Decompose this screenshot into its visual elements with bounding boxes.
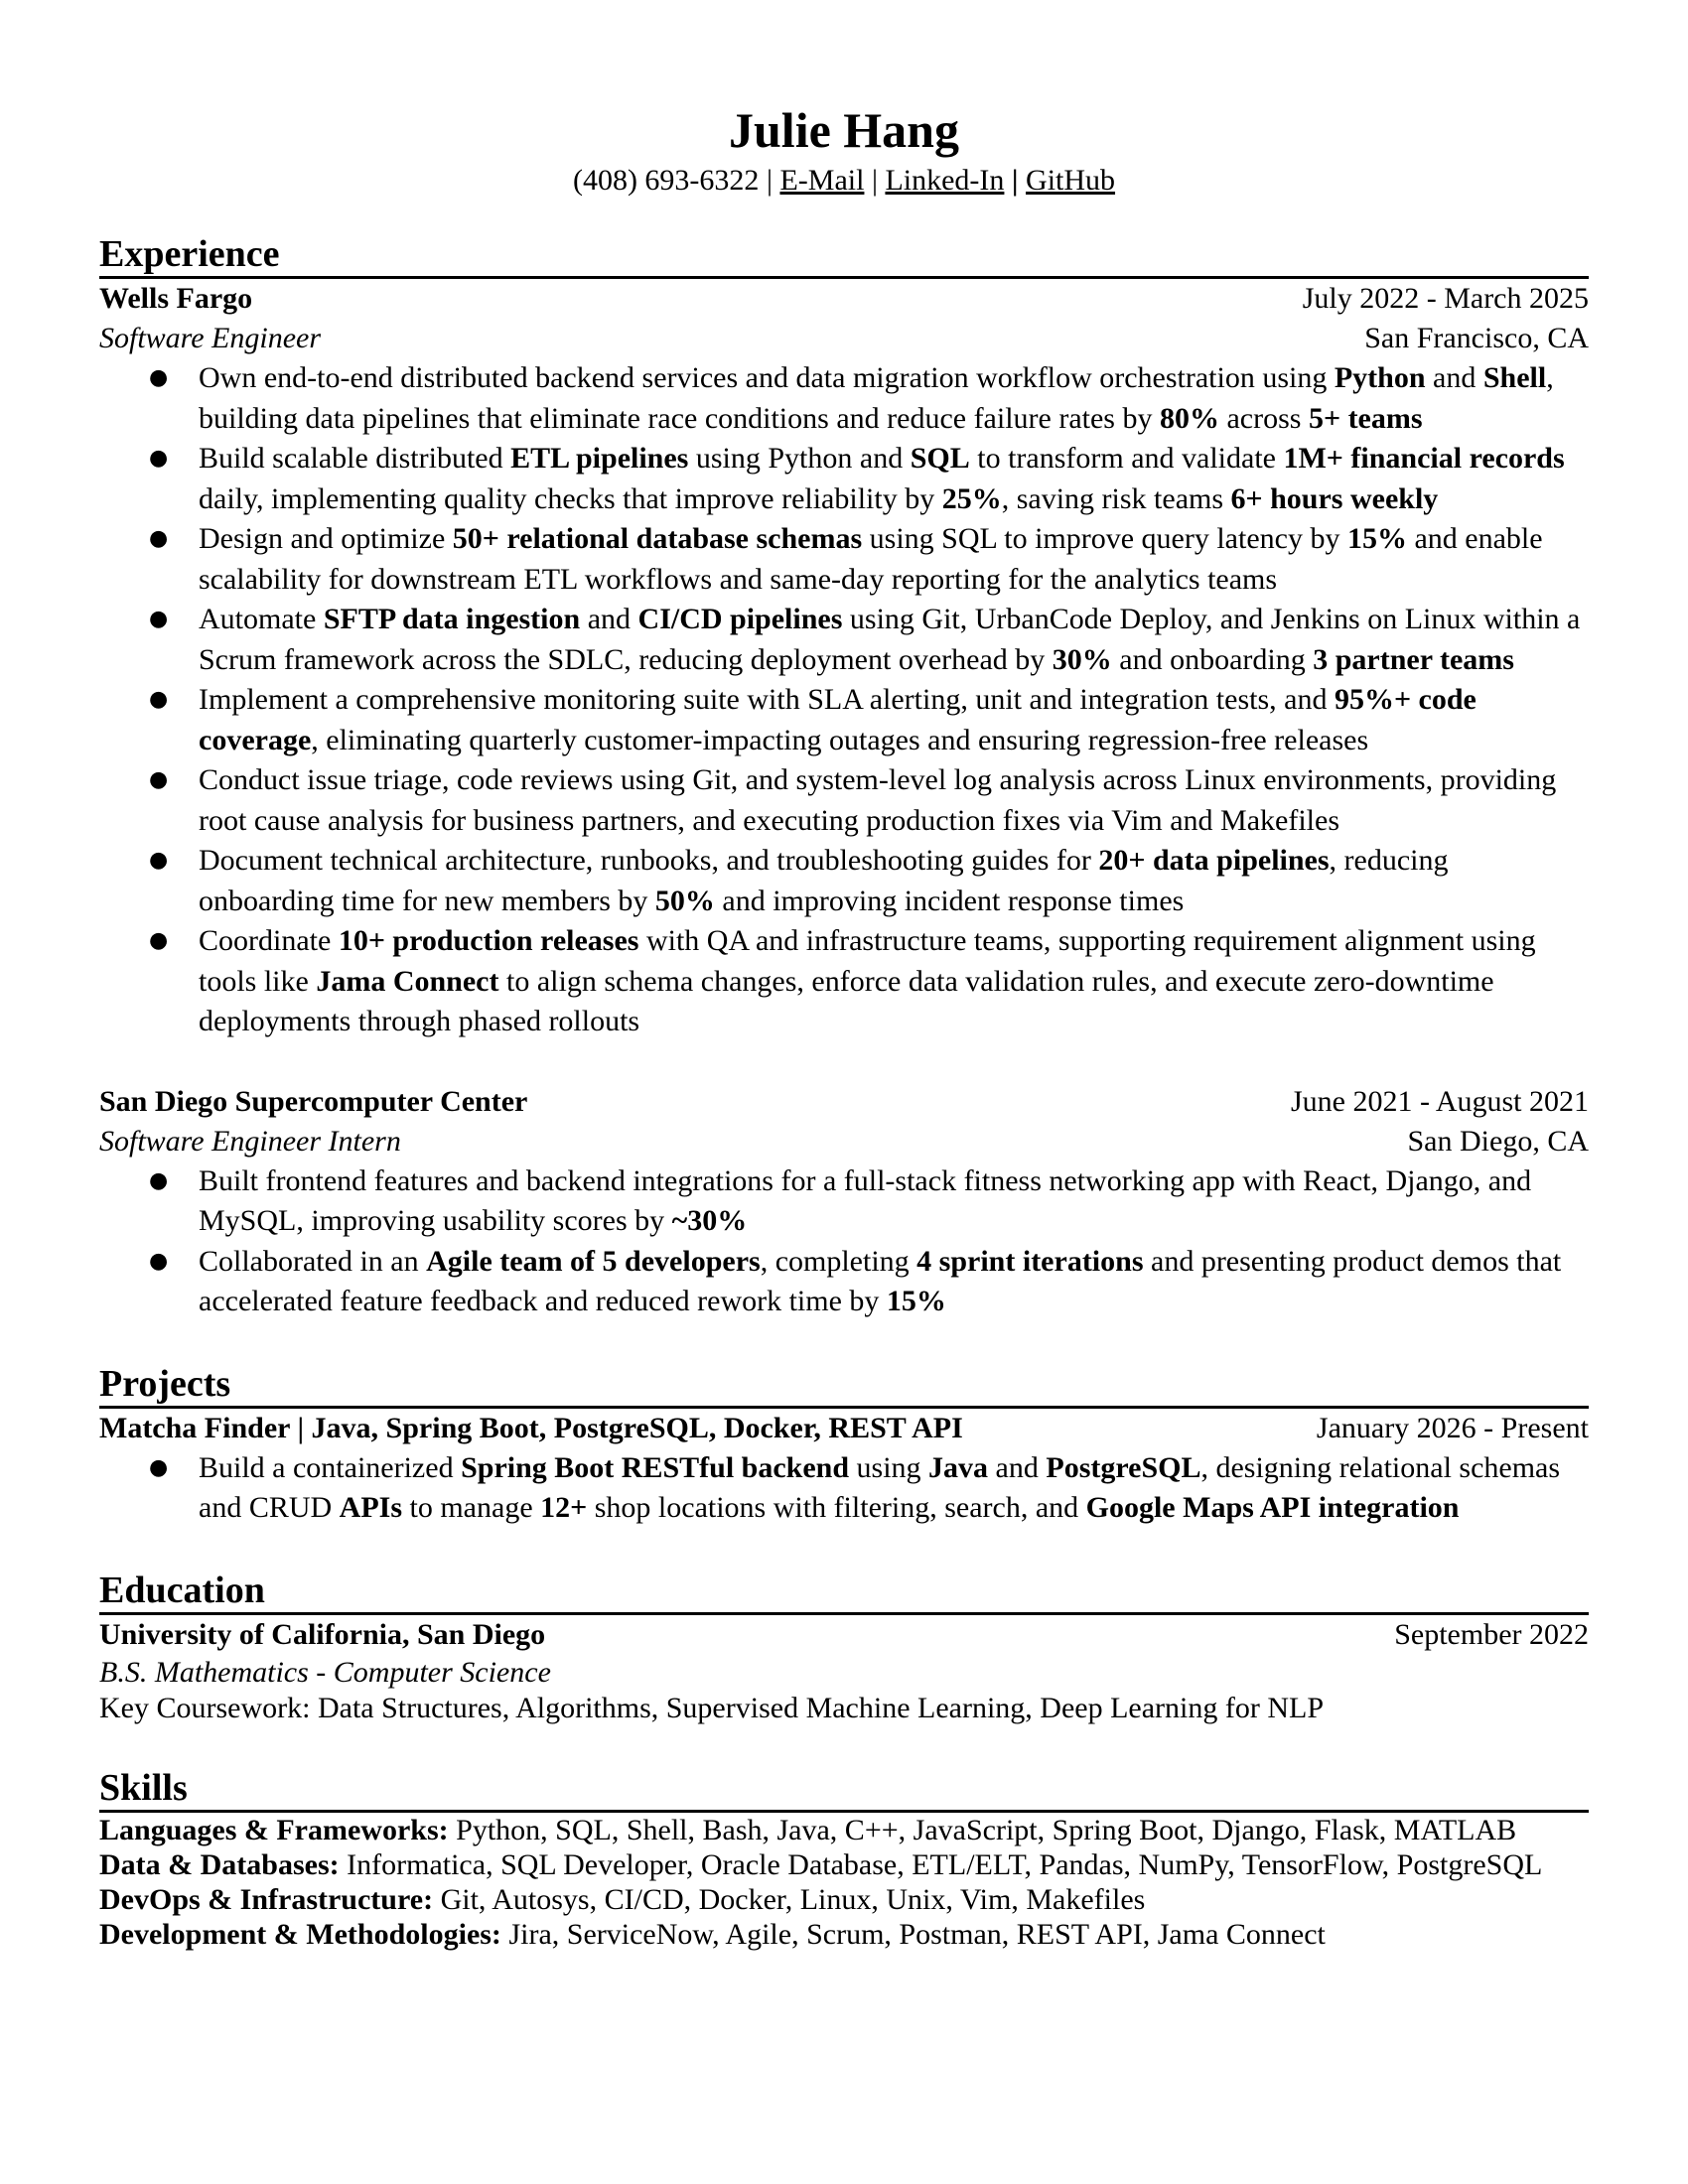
section-title-skills: Skills [99, 1766, 1589, 1813]
separator: | [289, 1411, 312, 1444]
job-role-row [99, 1122, 1589, 1161]
candidate-name: Julie Hang [729, 102, 959, 158]
coursework: Key Coursework: Data Structures, Algorithms, Supervised Machine Learning, Deep Learning for NLP [99, 1691, 1325, 1724]
bullet-item: ● Collaborated in an Agile team of 5 developers, completing 4 sprint iterations and presenting product demos that accelerated feature feedback and reduced rework time by 15% [199, 1242, 1589, 1322]
skill-line: DevOps & Infrastructure: Git, Autosys, CI/CD, Docker, Linux, Unix, Vim, Makefiles [99, 1882, 1146, 1916]
job-entry [99, 1082, 1589, 1322]
project-dates: January 2026 - Present [1316, 1411, 1589, 1444]
linkedin-link[interactable]: Linked-In [885, 164, 1005, 197]
job-bullets [99, 1161, 1589, 1322]
phone-number: (408) 693-6322 [572, 164, 760, 197]
job-location: San Diego, CA [1407, 1124, 1589, 1158]
job-role-row [99, 319, 1589, 358]
project-title [99, 1409, 963, 1448]
job-dates: June 2021 - August 2021 [1291, 1084, 1589, 1118]
section-title-education: Education [99, 1569, 1589, 1615]
job-header-row [99, 1082, 1589, 1122]
skill-line: Development & Methodologies: Jira, ServiceNow, Agile, Scrum, Postman, REST API, Jama Connect [99, 1917, 1326, 1951]
job-entry [99, 279, 1589, 1042]
bullet-item: ● Built frontend features and backend integrations for a full-stack fitness networking app with React, Django, and MySQL, improving usability scores by ~30% [199, 1161, 1589, 1242]
skill-line: Languages & Frameworks: Python, SQL, Shell, Bash, Java, C++, JavaScript, Spring Boot, Django, Flask, MATLAB [99, 1813, 1517, 1846]
project-header-row [99, 1409, 1589, 1448]
separator: | [1004, 164, 1027, 197]
resume-header [99, 0, 1589, 201]
skill-line: Data & Databases: Informatica, SQL Developer, Oracle Database, ETL/ELT, Pandas, NumPy, TensorFlow, PostgreSQL [99, 1847, 1543, 1881]
contact-line [99, 161, 1589, 201]
section-title-experience: Experience [99, 232, 1589, 279]
job-header-row [99, 279, 1589, 319]
separator: | [759, 164, 780, 197]
job-bullets [99, 358, 1589, 1042]
separator: | [864, 164, 886, 197]
job-organization: Wells Fargo [99, 282, 253, 315]
job-role: Software Engineer Intern [99, 1124, 401, 1158]
job-dates: July 2022 - March 2025 [1302, 282, 1589, 315]
skills-section [99, 1766, 1589, 1952]
bullet-item: ● Automate SFTP data ingestion and CI/CD pipelines using Git, UrbanCode Deploy, and Jenkins on Linux within a Scrum framework across the SDLC, reducing deployment overhead by 30% and onboarding 3 partner teams [199, 600, 1589, 680]
project-stack: Java, Spring Boot, PostgreSQL, Docker, REST API [311, 1411, 963, 1444]
bullet-item: ● Document technical architecture, runbooks, and troubleshooting guides for 20+ data pipelines, reducing onboarding time for new members by 50% and improving incident response times [199, 841, 1589, 921]
email-link[interactable]: E-Mail [779, 164, 865, 197]
education-header-row [99, 1615, 1589, 1655]
experience-section [99, 232, 1589, 1322]
bullet-item: ● Implement a comprehensive monitoring suite with SLA alerting, unit and integration tests, and 95%+ code coverage, eliminating quarterly customer-impacting outages and ensuring regression-free releases [199, 680, 1589, 760]
graduation-date: September 2022 [1394, 1617, 1589, 1651]
job-organization: San Diego Supercomputer Center [99, 1084, 528, 1118]
degree: B.S. Mathematics - Computer Science [99, 1655, 551, 1689]
bullet-item: ● Own end-to-end distributed backend services and data migration workflow orchestration using Python and Shell, building data pipelines that eliminate race conditions and reduce failure rates by 80% across 5+ teams [199, 358, 1589, 439]
projects-section [99, 1362, 1589, 1529]
bullet-item: ● Build a containerized Spring Boot RESTful backend using Java and PostgreSQL, designing relational schemas and CRUD APIs to manage 12+ shop locations with filtering, search, and Google Maps API integration [199, 1448, 1589, 1529]
job-role: Software Engineer [99, 322, 322, 354]
bullet-item: ● Coordinate 10+ production releases with QA and infrastructure teams, supporting requirement alignment using tools like Jama Connect to align schema changes, enforce data validation rules, and execute zero-downtime deployments through phased rollouts [199, 921, 1589, 1042]
bullet-item: ● Design and optimize 50+ relational database schemas using SQL to improve query latency by 15% and enable scalability for downstream ETL workflows and same-day reporting for the analytics teams [199, 519, 1589, 600]
project-bullets [99, 1448, 1589, 1529]
school-name: University of California, San Diego [99, 1617, 546, 1651]
bullet-item: ● Build scalable distributed ETL pipelines using Python and SQL to transform and validate 1M+ financial records daily, implementing quality checks that improve reliability by 25%, saving risk teams 6+ hours weekly [199, 439, 1589, 519]
section-title-projects: Projects [99, 1362, 1589, 1409]
bullet-item: ● Conduct issue triage, code reviews using Git, and system-level log analysis across Linux environments, providing root cause analysis for business partners, and executing production fixes via Vim and Makefiles [199, 760, 1589, 841]
github-link[interactable]: GitHub [1026, 164, 1116, 197]
education-section [99, 1569, 1589, 1726]
project-name: Matcha Finder [99, 1411, 290, 1444]
job-location: San Francisco, CA [1364, 322, 1589, 354]
